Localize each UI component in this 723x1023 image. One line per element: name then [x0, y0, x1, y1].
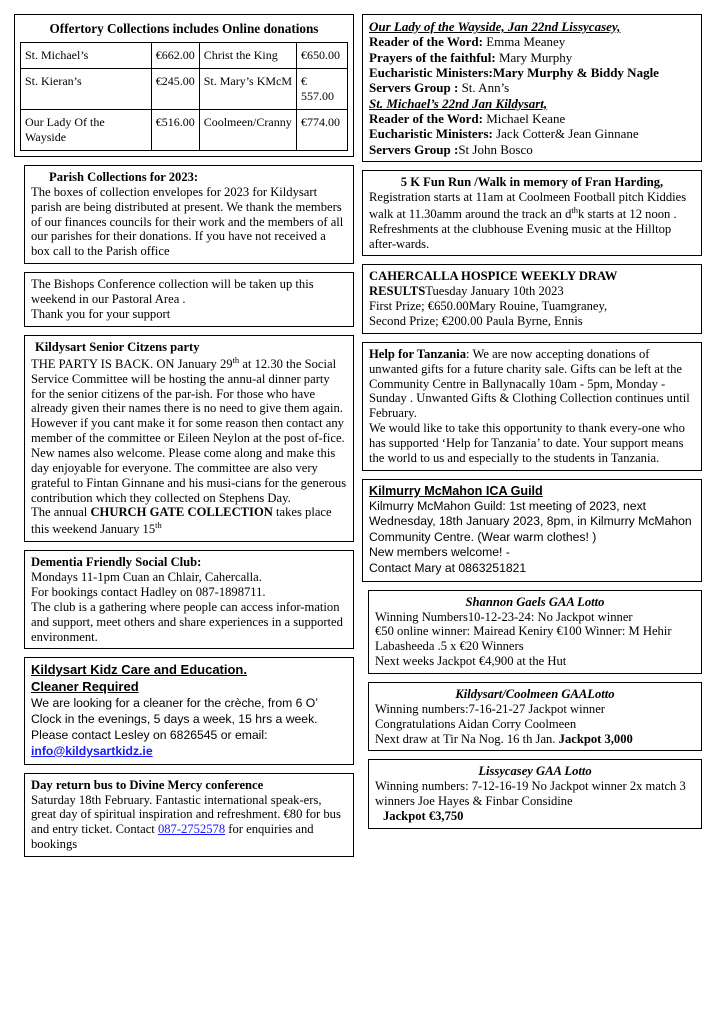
- tanzania-title: Help for Tanzania: [369, 346, 467, 361]
- cell-parish: St. Mary’s KMcM: [199, 69, 296, 110]
- table-row: [21, 43, 348, 69]
- ica-title: Kilmurry McMahon ICA Guild: [369, 483, 543, 498]
- wayside-servers-line: [369, 80, 695, 95]
- wayside-servers-label: Servers Group :: [369, 80, 459, 96]
- divine-mercy-phone-link[interactable]: 087-2752578: [157, 822, 226, 837]
- kildysart-coolmeen-line-1: Winning numbers:7-16-21-27 Jackpot winner: [375, 701, 605, 716]
- parish-collections-title: Parish Collections for 2023:: [49, 170, 199, 184]
- dementia-title-line: [31, 555, 347, 570]
- left-column: [14, 14, 354, 1013]
- parish-collections-body: The boxes of collection envelopes for 2023 for Kildysart parish are being distributed at present. We thank the members of our finances councils for their work and the members of all our parishes for their donations. If you have not received a box call to the Parish office: [31, 184, 344, 259]
- lissycasey-line-1: Winning numbers: 7-12-16-19 No Jackpot winner 2x match 3 winners Joe Hayes & Finbar Considine: [375, 779, 686, 809]
- senior-citizens-title: Kildysart Senior Citzens party: [35, 339, 200, 354]
- dementia-club-box: [24, 550, 354, 649]
- lissycasey-lotto-box: [368, 759, 702, 828]
- ica-guild-box: [362, 479, 702, 582]
- michaels-reader-line: [369, 111, 695, 126]
- fun-run-body: [369, 190, 695, 252]
- kidz-title-line-2: Cleaner Required: [31, 679, 139, 695]
- kildysart-coolmeen-lotto-box: [368, 682, 702, 751]
- divine-mercy-body-pre: Saturday 18th February. Fantastic international speak-ers, great day of spiritual inspiration and refreshment. €80 for bus and entry ticket. Contact: [31, 792, 341, 837]
- lissycasey-jackpot: Jackpot €3,750: [383, 808, 464, 823]
- michaels-eucharistic-value: Jack Cotter& Jean Ginnane: [492, 126, 639, 142]
- kidz-email-link[interactable]: info@kildysartkidz.ie: [31, 743, 153, 758]
- ica-line-2: New members welcome! -: [369, 545, 510, 560]
- help-for-tanzania-box: [362, 342, 702, 471]
- tanzania-thanks: We would like to take this opportunity to thank every-one who has supported ‘Help for Tanzania’ to date. Your support means the world to us and especially to the students in Tanzania.: [369, 421, 685, 465]
- kidz-body-text: We are looking for a cleaner for the crèche, from 6 O’ Clock in the evenings, 5 days a week, 15 hrs a week. Please contact Lesley on 6826545 or email:: [31, 696, 318, 742]
- closing-bold: CHURCH GATE COLLECTION: [90, 505, 273, 520]
- divine-mercy-title: Day return bus to Divine Mercy conference: [31, 777, 264, 792]
- lissycasey-title: Lissycasey GAA Lotto: [478, 764, 592, 779]
- cell-amount: €662.00: [151, 43, 199, 69]
- dementia-title: Dementia Friendly Social Club: [31, 555, 198, 570]
- offertory-title: Offertory Collections includes Online donations: [49, 21, 319, 36]
- bishops-conference-box: [24, 272, 354, 327]
- table-row: [21, 110, 348, 151]
- tanzania-intro: [369, 347, 695, 421]
- cell-amount: €774.00: [297, 110, 348, 151]
- senior-citizens-body-part2: at 12.30 the Social Service Committee will be hosting the annu-al dinner party for the senior citizens of the par-ish. For those who have already given their names there is no need to give them again. However if you cant make it for some reason then contact any member of the committee or Eileen Neylon at the post of-fice. New names also welcome. Please come along and make this day enjoyable for everyone. The committee are also very grateful to Fintan Ginnane and his musi-cians for the generous contribution which they collected on Stephens Day.: [31, 356, 347, 505]
- cell-amount: €516.00: [151, 110, 199, 151]
- shannon-gaels-line-3: Next weeks Jackpot €4,900 at the Hut: [375, 654, 567, 669]
- senior-citizens-closing: [31, 505, 347, 537]
- cell-parish: St. Kieran’s: [21, 69, 152, 110]
- cell-amount: € 557.00: [297, 69, 348, 110]
- tanzania-body: : We are now accepting donations of unwanted gifts for a future charity sale. Gifts can be left at the Community Centre in Ballynacally 10am - 5pm, Monday - Sunday . Unwanted Gifts & Clothing Collection continues until February.: [369, 346, 690, 421]
- senior-citizens-box: [24, 335, 354, 543]
- kildysart-coolmeen-line-3: [375, 732, 695, 747]
- offertory-collections-box: [14, 14, 354, 157]
- kildysart-coolmeen-jackpot: Jackpot 3,000: [558, 731, 633, 746]
- cell-parish: Christ the King: [199, 43, 296, 69]
- senior-citizens-superscript: th: [232, 354, 240, 365]
- senior-citizens-body-part1: THE PARTY IS BACK. ON January 29: [31, 356, 233, 371]
- cell-parish: St. Michael’s: [21, 43, 152, 69]
- mass-rota-box: [362, 14, 702, 162]
- kidz-title-line-1: Kildysart Kidz Care and Education.: [31, 662, 247, 678]
- wayside-prayers-line: [369, 50, 695, 65]
- fun-run-box: [362, 170, 702, 256]
- cell-amount: €245.00: [151, 69, 199, 110]
- wayside-prayers-label: Prayers of the faithful:: [369, 49, 496, 65]
- hospice-title-1: CAHERCALLA HOSPICE WEEKLY DRAW: [369, 269, 618, 284]
- cell-parish: Our Lady Of the Wayside: [21, 110, 152, 151]
- kildysart-kidz-box: [24, 657, 354, 764]
- offertory-table: [20, 42, 348, 151]
- hospice-title-2: RESULTS: [369, 284, 426, 299]
- hospice-draw-box: [362, 264, 702, 333]
- closing-post: takes place this weekend January 15: [31, 505, 332, 537]
- wayside-eucharistic-value: Mary Murphy & Biddy Nagle: [492, 64, 659, 80]
- michaels-servers-line: [369, 142, 695, 157]
- closing-superscript: th: [155, 520, 162, 531]
- michaels-servers-label: Servers Group :: [369, 141, 459, 157]
- dementia-line-1: Mondays 11-1pm Cuan an Chlair, Cahercalla.: [31, 570, 262, 585]
- divine-mercy-box: [24, 773, 354, 857]
- dementia-title-tail: :: [197, 555, 202, 570]
- kidz-body: [31, 696, 347, 759]
- fun-run-body-pre: Registration starts at 11am at Coolmeen Football pitch Kiddies walk at 11.30amm around the track an d: [369, 189, 687, 221]
- senior-citizens-body: [31, 355, 347, 506]
- wayside-eucharistic-label: Eucharistic Ministers:: [369, 64, 493, 80]
- fun-run-body-post: k starts at 12 noon . Refreshments at the clubhouse Evening music at the Hilltop after-wards.: [369, 206, 677, 251]
- dementia-line-3: The club is a gathering where people can access infor-mation and support, meet others and share experiences in a supported environment.: [31, 599, 343, 644]
- bishops-line-2: Thank you for your support: [31, 306, 171, 321]
- kildysart-coolmeen-line-2: Congratulations Aidan Corry Coolmeen: [375, 716, 577, 731]
- hospice-title-2-line: [369, 284, 695, 299]
- ica-line-3: Contact Mary at 0863251821: [369, 561, 527, 576]
- kildysart-coolmeen-title: Kildysart/Coolmeen GAALotto: [455, 686, 615, 701]
- wayside-eucharistic-line: [369, 65, 695, 80]
- wayside-reader-value: Emma Meaney: [482, 34, 566, 50]
- michaels-reader-label: Reader of the Word:: [369, 110, 483, 126]
- kildysart-coolmeen-next-draw: Next draw at Tir Na Nog. 16 th Jan.: [375, 731, 559, 746]
- michaels-title: St. Michael’s 22nd Jan Kildysart,: [369, 95, 548, 111]
- michaels-reader-value: Michael Keane: [482, 110, 566, 126]
- wayside-title: Our Lady of the Wayside, Jan 22nd Lissycasey,: [369, 19, 621, 34]
- bishops-line-1: The Bishops Conference collection will be taken up this weekend in our Pastoral Area .: [31, 277, 314, 307]
- shannon-gaels-line-2: €50 online winner: Mairead Keniry €100 Winner: M Hehir Labasheeda .5 x €20 Winners: [375, 624, 672, 654]
- wayside-reader-label: Reader of the Word:: [369, 34, 483, 50]
- fun-run-title: 5 K Fun Run /Walk in memory of Fran Harding,: [400, 174, 664, 189]
- cell-amount: €650.00: [297, 43, 348, 69]
- michaels-servers-value: St John Bosco: [458, 141, 533, 157]
- wayside-reader-line: [369, 34, 695, 49]
- hospice-first-prize: First Prize; €650.00Mary Rouine, Tuamgraney,: [369, 299, 608, 314]
- michaels-eucharistic-label: Eucharistic Ministers:: [369, 126, 493, 142]
- ica-body: Kilmurry McMahon Guild: 1st meeting of 2023, next Wednesday, 18th January 2023, 8pm, in Kilmurry McMahon Community Centre. (Wear warm clothes! ): [369, 498, 692, 544]
- dementia-line-2: For bookings contact Hadley on 087-1898711.: [31, 585, 266, 599]
- shannon-gaels-title: Shannon Gaels GAA Lotto: [465, 594, 605, 609]
- hospice-second-prize: Second Prize; €200.00 Paula Byrne, Ennis: [369, 314, 583, 329]
- wayside-servers-value: St. Ann’s: [458, 80, 510, 96]
- shannon-gaels-line-1: Winning Numbers10-12-23-24: No Jackpot winner: [375, 609, 633, 624]
- divine-mercy-body: [31, 793, 347, 852]
- shannon-gaels-lotto-box: [368, 590, 702, 674]
- michaels-eucharistic-line: [369, 126, 695, 141]
- table-row: [21, 69, 348, 110]
- divine-mercy-body-post: for enquiries and bookings: [31, 822, 314, 852]
- parish-collections-box: [24, 165, 354, 264]
- hospice-date: Tuesday January 10th 2023: [425, 284, 564, 299]
- cell-parish: Coolmeen/Cranny: [199, 110, 296, 151]
- closing-pre: The annual: [31, 505, 91, 520]
- wayside-prayers-value: Mary Murphy: [495, 49, 573, 65]
- right-column: [362, 14, 702, 1013]
- fun-run-superscript: th: [571, 204, 578, 215]
